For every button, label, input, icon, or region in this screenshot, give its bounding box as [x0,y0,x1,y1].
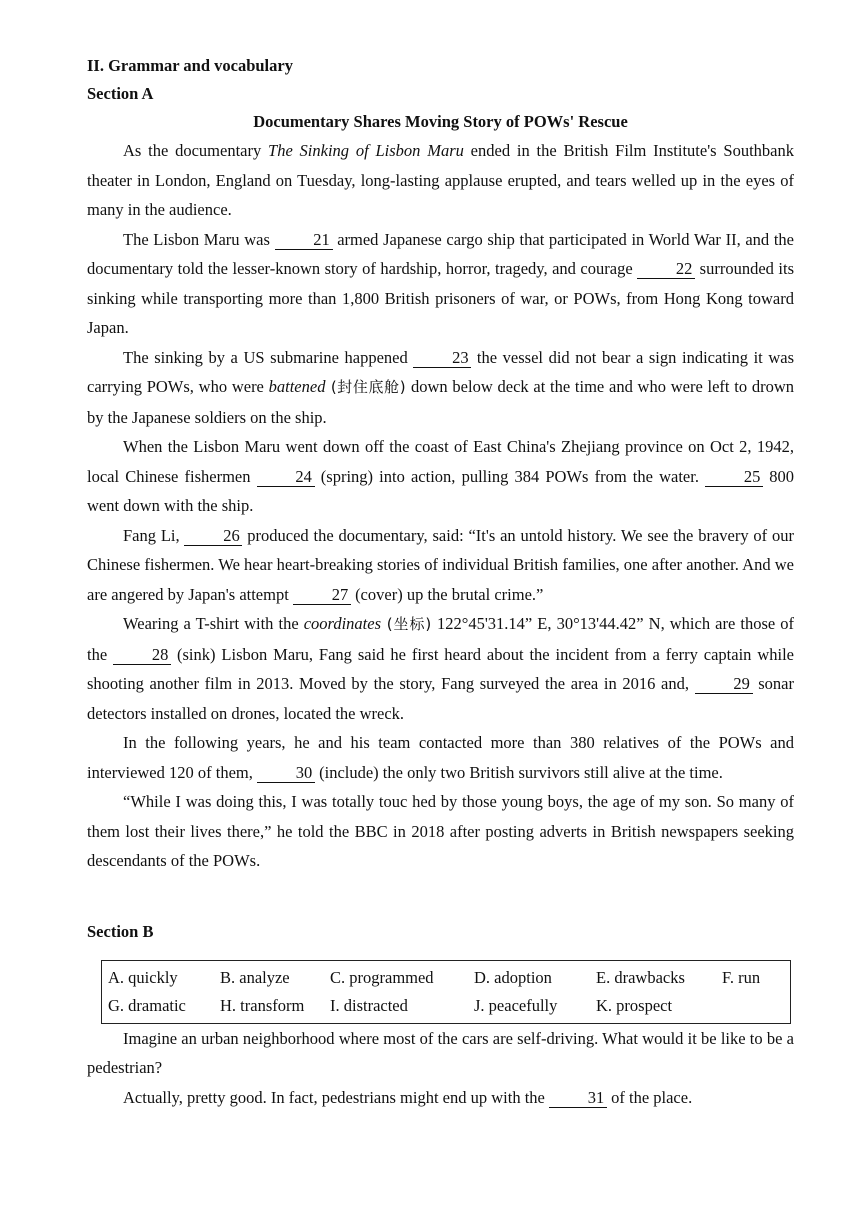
chinese-gloss: (坐标) [381,615,437,633]
paragraph-6: Wearing a T-shirt with the coordinates (坐标) 122°45'31.14” E, 30°13'44.42” N, which are those of the 28 (sink) Lisbon Maru, Fang said he first heard about the incident from a ferry captain while shooting another film in 2013. Moved by the story, Fang surveyed the area in 2016 and, 29 sonar detectors installed on drones, located the wreck. [87,614,794,723]
paragraph-3: The sinking by a US submarine happened 23 the vessel did not bear a sign indicating it was carrying POWs, who were battened (封住底舱) down below deck at the time and who were left to drown by the Japanese soldiers on the ship. [87,347,794,427]
word-option: E. drawbacks [596,967,685,987]
blank-30[interactable]: 30 [257,764,315,783]
paragraph-1: As the documentary The Sinking of Lisbon Maru ended in the British Film Institute's Southbank theater in London, England on Tuesday, long-lasting applause erupted, and tears welled up in the eyes of many in the audience. [87,141,794,219]
gloss-word-battened: battened [268,377,326,396]
section-b-label: Section B [87,921,154,941]
section-b-paragraph-1: Imagine an urban neighborhood where most of the cars are self-driving. What would it be like to be a pedestrian? [87,1028,794,1077]
word-option: A. quickly [108,967,178,987]
article-title: Documentary Shares Moving Story of POWs' Rescue [253,112,628,131]
word-bank [101,960,791,1024]
part-heading: II. Grammar and vocabulary [87,56,293,75]
word-option: B. analyze [220,967,290,987]
word-option: G. dramatic [108,995,186,1015]
blank-26[interactable]: 26 [184,527,242,546]
paragraph-2: The Lisbon Maru was 21 armed Japanese cargo ship that participated in World War II, and the documentary told the lesser-known story of hardship, horror, tragedy, and courage 22 surrounded its sinking while transporting more than 1,800 British prisoners of war, or POWs, from Hong Kong toward Japan. [87,229,794,337]
blank-31[interactable]: 31 [549,1089,607,1108]
paragraph-5: Fang Li, 26 produced the documentary, said: “It's an untold history. We see the bravery of our Chinese fishermen. We hear heart-breaking stories of individual British families, one after another. And we are angered by Japan's attempt 27 (cover) up the brutal crime.” [87,525,794,604]
gloss-word-coordinates: coordinates [303,614,382,633]
word-option [722,992,772,1020]
blank-21[interactable]: 21 [275,231,333,250]
chinese-gloss: (封住底舱) [325,378,412,396]
word-option: F. run [722,967,761,987]
paragraph-7: In the following years, he and his team contacted more than 380 relatives of the POWs and interviewed 120 of them, 30 (include) the only two British survivors still alive at the time. [87,733,794,782]
blank-29[interactable]: 29 [695,675,753,694]
word-option: H. transform [220,995,305,1015]
film-title: The Sinking of Lisbon Maru [268,141,464,160]
word-option: D. adoption [474,967,552,987]
blank-27[interactable]: 27 [293,586,351,605]
word-option: I. distracted [330,995,408,1015]
section-a-label: Section A [87,84,154,103]
paragraph-4: When the Lisbon Maru went down off the coast of East China's Zhejiang province on Oct 2, 1942, local Chinese fishermen 24 (spring) into action, pulling 384 POWs from the water. 25 800 went down with the ship. [87,437,795,515]
blank-23[interactable]: 23 [413,349,471,368]
word-option: K. prospect [596,995,673,1015]
blank-22[interactable]: 22 [637,260,695,279]
word-option: J. peacefully [474,995,558,1015]
section-b-paragraph-2: Actually, pretty good. In fact, pedestrians might end up with the 31 of the place. [123,1087,693,1107]
blank-24[interactable]: 24 [257,468,315,487]
paragraph-8: “While I was doing this, I was totally touc hed by those young boys, the age of my son. So many of them lost their lives there,” he told the BBC in 2018 after posting adverts in British newspapers seeking descendants of the POWs. [87,792,794,870]
worksheet-page [87,52,794,1112]
word-option: C. programmed [330,967,434,987]
blank-28[interactable]: 28 [113,646,171,665]
blank-25[interactable]: 25 [705,468,763,487]
